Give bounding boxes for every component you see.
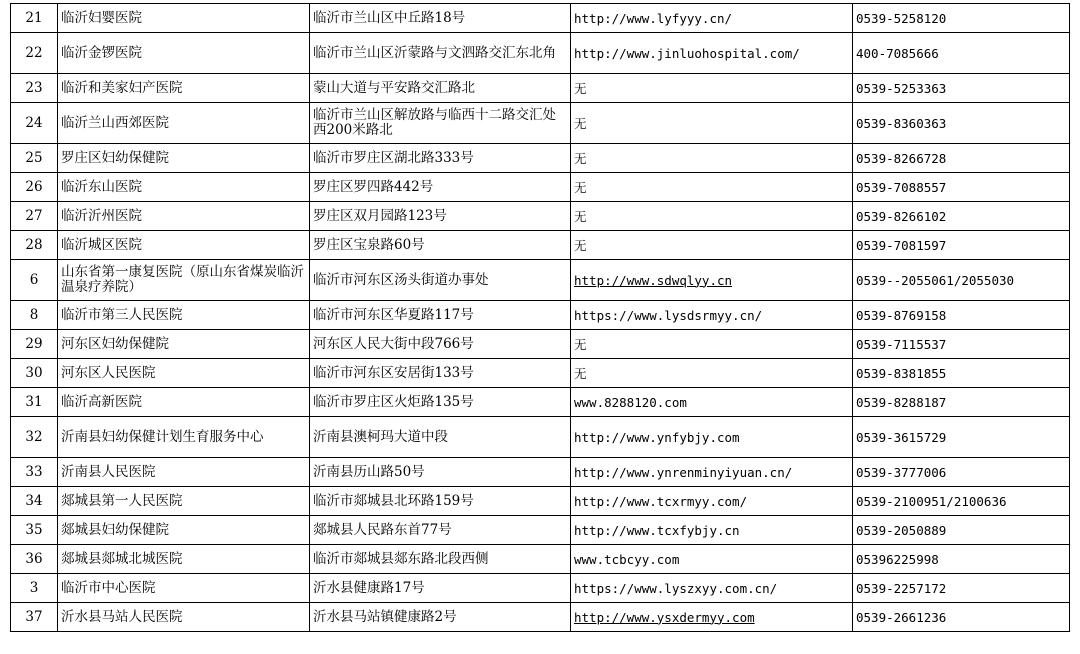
phone-cell xyxy=(853,516,1070,545)
phone-cell xyxy=(853,301,1070,330)
phone-text: 0539-7081597 xyxy=(856,237,947,253)
phone-text: 0539--2055061/2055030 xyxy=(856,272,1015,288)
website-cell xyxy=(571,173,853,202)
hospital-name-cell xyxy=(58,231,310,260)
website-text[interactable]: www.8288120.com xyxy=(574,394,687,410)
address-text: 临沂市河东区安居街133号 xyxy=(313,364,474,381)
address-text: 罗庄区宝泉路60号 xyxy=(313,236,425,253)
hospital-name-text: 临沂兰山西郊医院 xyxy=(61,114,169,131)
website-text[interactable]: http://www.ynrenminyiyuan.cn/ xyxy=(574,464,793,480)
phone-text: 0539-3777006 xyxy=(856,464,947,480)
hospital-name-cell xyxy=(58,33,310,74)
table-row xyxy=(11,260,1070,301)
phone-cell xyxy=(853,4,1070,33)
address-text: 临沂市兰山区中丘路18号 xyxy=(313,9,466,26)
table-row xyxy=(11,545,1070,574)
website-cell xyxy=(571,74,853,103)
address-text: 沂南县澳柯玛大道中段 xyxy=(313,428,448,445)
row-number-cell xyxy=(11,4,58,33)
hospital-name-cell xyxy=(58,202,310,231)
phone-text: 0539-2050889 xyxy=(856,522,947,538)
row-number-text: 8 xyxy=(29,306,39,323)
hospital-name-cell xyxy=(58,487,310,516)
row-number-cell xyxy=(11,144,58,173)
table-row xyxy=(11,74,1070,103)
address-text: 临沂市兰山区解放路与临西十二路交汇处西200米路北 xyxy=(313,107,556,138)
website-text: 无 xyxy=(574,179,587,195)
row-number-cell xyxy=(11,458,58,487)
row-number-text: 22 xyxy=(25,44,43,61)
row-number-text: 28 xyxy=(25,236,43,253)
address-cell xyxy=(310,144,571,173)
row-number-cell xyxy=(11,260,58,301)
address-cell xyxy=(310,388,571,417)
phone-text: 0539-2100951/2100636 xyxy=(856,493,1007,509)
row-number-text: 23 xyxy=(25,79,43,96)
phone-text: 0539-5258120 xyxy=(856,10,947,26)
website-cell[interactable] xyxy=(571,4,853,33)
website-text: 无 xyxy=(574,80,587,96)
row-number-text: 24 xyxy=(25,114,43,131)
address-text: 临沂市兰山区沂蒙路与文泗路交汇东北角 xyxy=(313,44,556,61)
row-number-cell xyxy=(11,516,58,545)
phone-cell xyxy=(853,33,1070,74)
phone-text: 0539-3615729 xyxy=(856,429,947,445)
table-row xyxy=(11,4,1070,33)
hospital-name-cell xyxy=(58,103,310,144)
website-text[interactable]: http://www.lyfyyy.cn/ xyxy=(574,10,733,26)
phone-cell xyxy=(853,260,1070,301)
row-number-text: 30 xyxy=(25,364,43,381)
website-text: 无 xyxy=(574,115,587,131)
phone-cell xyxy=(853,202,1070,231)
hospital-name-text: 沂南县妇幼保健计划生育服务中心 xyxy=(61,428,264,445)
hospital-name-cell xyxy=(58,4,310,33)
phone-cell xyxy=(853,545,1070,574)
website-cell[interactable] xyxy=(571,388,853,417)
hospital-name-text: 临沂高新医院 xyxy=(61,393,142,410)
table-row xyxy=(11,574,1070,603)
phone-cell xyxy=(853,359,1070,388)
table-row xyxy=(11,202,1070,231)
phone-text: 0539-8266102 xyxy=(856,208,947,224)
website-cell[interactable] xyxy=(571,260,853,301)
hospital-name-cell xyxy=(58,458,310,487)
row-number-cell xyxy=(11,301,58,330)
address-text: 郯城县人民路东首77号 xyxy=(313,521,452,538)
row-number-cell xyxy=(11,359,58,388)
row-number-cell xyxy=(11,33,58,74)
phone-text: 0539-2257172 xyxy=(856,580,947,596)
website-cell xyxy=(571,330,853,359)
address-text: 罗庄区罗四路442号 xyxy=(313,178,434,195)
address-text: 临沂市河东区华夏路117号 xyxy=(313,306,474,323)
hospital-name-cell xyxy=(58,330,310,359)
website-cell[interactable] xyxy=(571,574,853,603)
phone-cell xyxy=(853,103,1070,144)
row-number-text: 3 xyxy=(29,579,39,596)
table-row xyxy=(11,603,1070,632)
address-cell xyxy=(310,33,571,74)
address-text: 罗庄区双月园路123号 xyxy=(313,207,447,224)
hospital-name-text: 罗庄区妇幼保健院 xyxy=(61,149,169,166)
website-text[interactable]: http://www.ynfybjy.com xyxy=(574,429,740,445)
address-text: 临沂市郯城县北环路159号 xyxy=(313,492,474,509)
phone-cell xyxy=(853,458,1070,487)
website-text: 无 xyxy=(574,237,587,253)
address-text: 沂水县健康路17号 xyxy=(313,579,425,596)
phone-cell xyxy=(853,417,1070,458)
website-text[interactable]: https://www.lyszxyy.com.cn/ xyxy=(574,580,778,596)
website-text[interactable]: http://www.tcxrmyy.com/ xyxy=(574,493,748,509)
hospital-name-text: 郯城县郯城北城医院 xyxy=(61,550,183,567)
row-number-text: 33 xyxy=(25,463,43,480)
hospital-name-cell xyxy=(58,260,310,301)
phone-text: 0539-8769158 xyxy=(856,307,947,323)
website-text[interactable]: http://www.sdwqlyy.cn xyxy=(574,272,733,288)
row-number-cell xyxy=(11,388,58,417)
hospital-name-cell xyxy=(58,603,310,632)
address-text: 蒙山大道与平安路交汇路北 xyxy=(313,79,475,96)
website-text: 无 xyxy=(574,150,587,166)
hospital-name-cell xyxy=(58,545,310,574)
website-text[interactable]: https://www.lysdsrmyy.cn/ xyxy=(574,307,763,323)
website-text[interactable]: http://www.ysxdermyy.com xyxy=(574,609,755,625)
row-number-text: 29 xyxy=(25,335,43,352)
row-number-text: 37 xyxy=(25,608,43,625)
address-text: 临沂市罗庄区火炬路135号 xyxy=(313,393,474,410)
address-cell xyxy=(310,417,571,458)
hospital-name-text: 河东区人民医院 xyxy=(61,364,156,381)
hospital-name-cell xyxy=(58,516,310,545)
website-text[interactable]: http://www.jinluohospital.com/ xyxy=(574,45,800,61)
table-row xyxy=(11,173,1070,202)
address-text: 临沂市罗庄区湖北路333号 xyxy=(313,149,474,166)
row-number-text: 36 xyxy=(25,550,43,567)
website-text[interactable]: http://www.tcxfybjy.cn xyxy=(574,522,740,538)
hospital-name-text: 沂水县马站人民医院 xyxy=(61,608,183,625)
address-cell xyxy=(310,545,571,574)
table-row xyxy=(11,359,1070,388)
row-number-cell xyxy=(11,173,58,202)
table-row xyxy=(11,458,1070,487)
hospital-name-cell xyxy=(58,388,310,417)
hospital-name-text: 临沂沂州医院 xyxy=(61,207,142,224)
table-row xyxy=(11,388,1070,417)
phone-text: 0539-8266728 xyxy=(856,150,947,166)
phone-cell xyxy=(853,173,1070,202)
address-cell xyxy=(310,4,571,33)
row-number-text: 6 xyxy=(29,271,39,288)
website-cell xyxy=(571,359,853,388)
website-cell[interactable] xyxy=(571,417,853,458)
table-row xyxy=(11,516,1070,545)
address-text: 临沂市河东区汤头街道办事处 xyxy=(313,271,489,288)
phone-text: 0539-5253363 xyxy=(856,80,947,96)
phone-cell xyxy=(853,388,1070,417)
row-number-text: 32 xyxy=(25,428,43,445)
table-row xyxy=(11,33,1070,74)
row-number-text: 21 xyxy=(25,9,43,26)
phone-cell xyxy=(853,603,1070,632)
website-text: 无 xyxy=(574,336,587,352)
hospital-name-cell xyxy=(58,144,310,173)
row-number-cell xyxy=(11,417,58,458)
row-number-text: 31 xyxy=(25,393,43,410)
hospital-name-text: 临沂市第三人民医院 xyxy=(61,306,183,323)
hospital-name-text: 临沂和美家妇产医院 xyxy=(61,79,183,96)
address-cell xyxy=(310,202,571,231)
hospital-name-text: 郯城县妇幼保健院 xyxy=(61,521,169,538)
phone-cell xyxy=(853,144,1070,173)
address-cell xyxy=(310,487,571,516)
phone-cell xyxy=(853,74,1070,103)
website-cell[interactable] xyxy=(571,487,853,516)
phone-cell xyxy=(853,574,1070,603)
address-cell xyxy=(310,103,571,144)
address-cell xyxy=(310,301,571,330)
phone-text: 05396225998 xyxy=(856,551,939,567)
phone-text: 400-7085666 xyxy=(856,45,939,61)
table-row xyxy=(11,103,1070,144)
row-number-cell xyxy=(11,545,58,574)
phone-text: 0539-8381855 xyxy=(856,365,947,381)
address-cell xyxy=(310,516,571,545)
phone-cell xyxy=(853,330,1070,359)
row-number-cell xyxy=(11,103,58,144)
hospital-name-text: 临沂市中心医院 xyxy=(61,579,156,596)
hospital-name-cell xyxy=(58,359,310,388)
website-text: 无 xyxy=(574,365,587,381)
table-row xyxy=(11,417,1070,458)
address-text: 沂南县历山路50号 xyxy=(313,463,425,480)
website-text[interactable]: www.tcbcyy.com xyxy=(574,551,680,567)
hospital-name-cell xyxy=(58,574,310,603)
address-cell xyxy=(310,458,571,487)
address-text: 河东区人民大街中段766号 xyxy=(313,335,474,352)
website-cell[interactable] xyxy=(571,516,853,545)
hospital-name-cell xyxy=(58,74,310,103)
website-cell[interactable] xyxy=(571,301,853,330)
website-cell[interactable] xyxy=(571,458,853,487)
hospital-name-text: 沂南县人民医院 xyxy=(61,463,156,480)
row-number-text: 35 xyxy=(25,521,43,538)
address-cell xyxy=(310,260,571,301)
hospital-name-text: 临沂金锣医院 xyxy=(61,44,142,61)
hospital-table xyxy=(10,3,1070,632)
address-cell xyxy=(310,173,571,202)
address-cell xyxy=(310,574,571,603)
row-number-cell xyxy=(11,487,58,516)
row-number-text: 25 xyxy=(25,149,43,166)
row-number-cell xyxy=(11,330,58,359)
website-cell[interactable] xyxy=(571,33,853,74)
hospital-name-text: 临沂妇婴医院 xyxy=(61,9,142,26)
row-number-text: 34 xyxy=(25,492,43,509)
phone-text: 0539-2661236 xyxy=(856,609,947,625)
website-cell xyxy=(571,103,853,144)
address-cell xyxy=(310,74,571,103)
phone-cell xyxy=(853,231,1070,260)
phone-text: 0539-8288187 xyxy=(856,394,947,410)
address-cell xyxy=(310,330,571,359)
website-text: 无 xyxy=(574,208,587,224)
address-cell xyxy=(310,231,571,260)
website-cell xyxy=(571,144,853,173)
hospital-name-cell xyxy=(58,173,310,202)
hospital-name-text: 郯城县第一人民医院 xyxy=(61,492,183,509)
hospital-name-text: 山东省第一康复医院（原山东省煤炭临沂温泉疗养院） xyxy=(61,264,304,295)
phone-text: 0539-8360363 xyxy=(856,115,947,131)
row-number-cell xyxy=(11,231,58,260)
hospital-name-cell xyxy=(58,301,310,330)
phone-text: 0539-7115537 xyxy=(856,336,947,352)
hospital-name-cell xyxy=(58,417,310,458)
hospital-name-text: 临沂城区医院 xyxy=(61,236,142,253)
table-row xyxy=(11,487,1070,516)
row-number-cell xyxy=(11,202,58,231)
hospital-name-text: 临沂东山医院 xyxy=(61,178,142,195)
table-row xyxy=(11,301,1070,330)
row-number-cell xyxy=(11,574,58,603)
address-text: 沂水县马站镇健康路2号 xyxy=(313,608,457,625)
address-text: 临沂市郯城县郯东路北段西侧 xyxy=(313,550,489,567)
row-number-cell xyxy=(11,74,58,103)
address-cell xyxy=(310,359,571,388)
hospital-name-text: 河东区妇幼保健院 xyxy=(61,335,169,352)
row-number-text: 27 xyxy=(25,207,43,224)
table-row xyxy=(11,144,1070,173)
table-row xyxy=(11,330,1070,359)
address-cell xyxy=(310,603,571,632)
website-cell[interactable] xyxy=(571,545,853,574)
row-number-cell xyxy=(11,603,58,632)
phone-cell xyxy=(853,487,1070,516)
website-cell xyxy=(571,202,853,231)
phone-text: 0539-7088557 xyxy=(856,179,947,195)
table-row xyxy=(11,231,1070,260)
website-cell[interactable] xyxy=(571,603,853,632)
hospital-table-body xyxy=(11,4,1070,632)
website-cell xyxy=(571,231,853,260)
row-number-text: 26 xyxy=(25,178,43,195)
